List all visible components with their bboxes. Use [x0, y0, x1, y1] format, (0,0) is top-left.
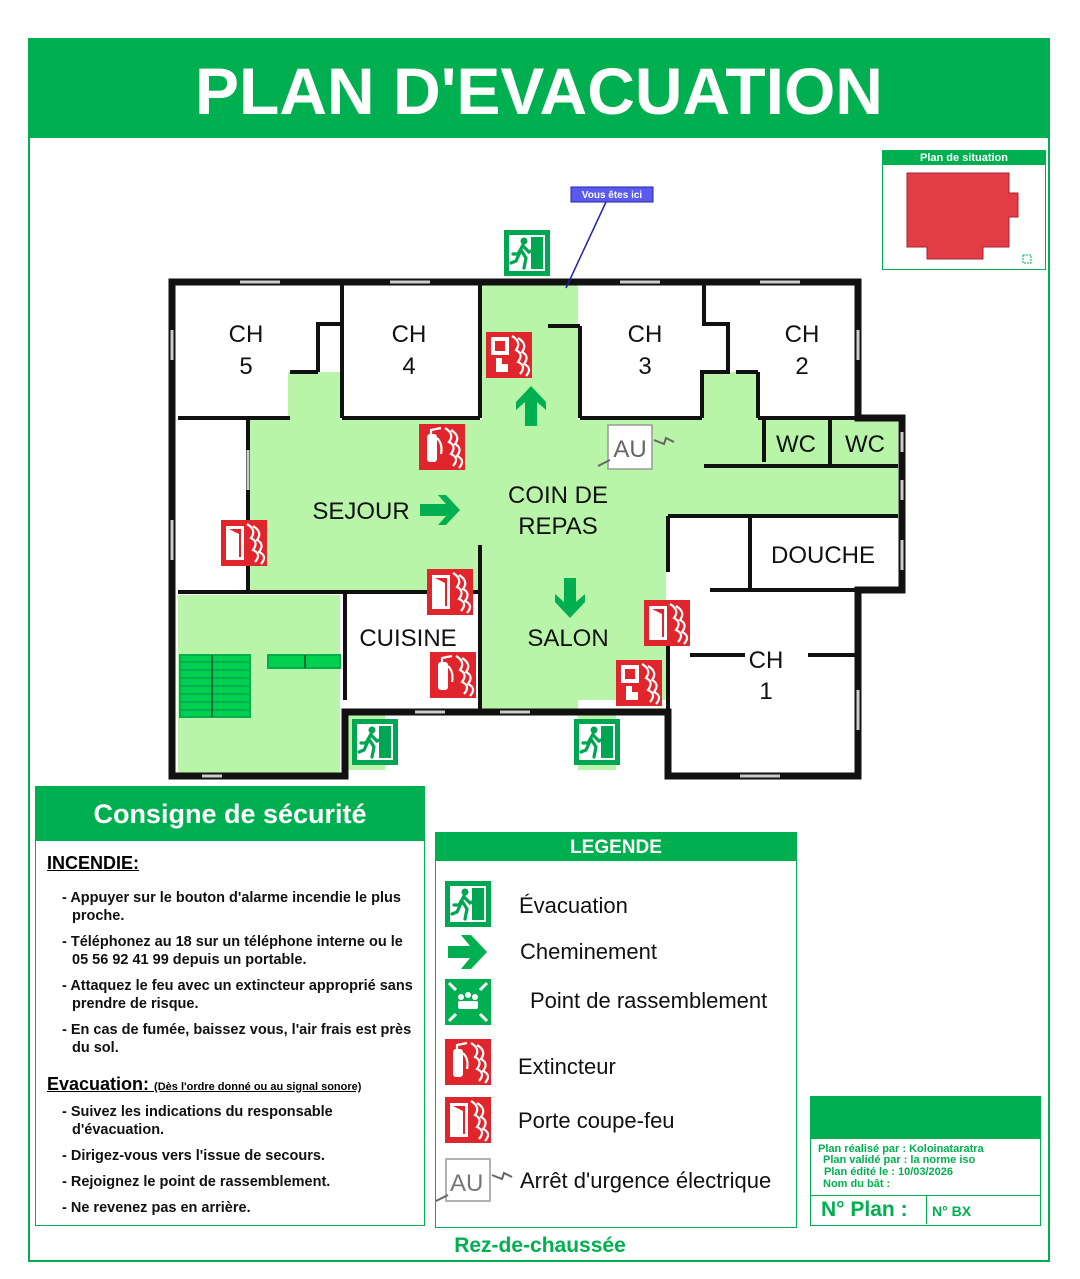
fire-alarm-icon — [616, 660, 662, 706]
legend-arrow-icon — [445, 929, 491, 975]
fire-door-icon — [644, 600, 690, 646]
room-ch3-label: CH — [627, 321, 663, 348]
situation-plan — [882, 150, 1046, 270]
evacuation-note: (Dès l'ordre donné ou au signal sonore) — [154, 1081, 362, 1093]
room-cuisine-label: CUISINE — [359, 625, 457, 652]
list-item: - Téléphonez au 18 sur un téléphone interne ou le 05 56 92 41 99 depuis un portable. — [62, 934, 403, 968]
extinguisher-icon — [419, 424, 465, 470]
room-salon-label: SALON — [527, 625, 609, 652]
list-item: - Rejoignez le point de rassemblement. — [62, 1174, 331, 1190]
info-nom: Nom du bât : — [823, 1178, 891, 1190]
room-ch2-label: CH — [784, 321, 820, 348]
room-ch5-number: 5 — [239, 353, 253, 380]
list-item: - Appuyer sur le bouton d'alarme incendie le plus proche. — [62, 890, 401, 924]
list-item: - En cas de fumée, baissez vous, l'air frais est près du sol. — [62, 1022, 412, 1056]
list-item: - Dirigez-vous vers l'issue de secours. — [62, 1148, 325, 1164]
legend-assembly-point-icon — [445, 979, 491, 1025]
safety-title: Consigne de sécurité — [36, 787, 424, 841]
legend-fire-door-icon — [445, 1097, 491, 1143]
legend-arret: Arrêt d'urgence électrique — [520, 1168, 772, 1193]
plan-number-row — [811, 1195, 1040, 1226]
room-ch4-number: 4 — [402, 353, 416, 380]
evacuation-list — [62, 1103, 417, 1225]
plan-number-value: N° BX — [926, 1196, 1038, 1224]
plan-info — [810, 1096, 1041, 1226]
legend-cheminement: Cheminement — [520, 939, 657, 964]
fire-alarm-icon — [486, 332, 532, 378]
plan-number-label: N° Plan : — [821, 1198, 908, 1221]
fire-door-icon — [221, 520, 267, 566]
list-item: - Ne revenez pas en arrière. — [62, 1200, 251, 1216]
legend — [435, 832, 797, 1228]
room-douche-label: DOUCHE — [770, 542, 876, 569]
extinguisher-icon — [430, 652, 476, 698]
legend-rassemblement: Point de rassemblement — [530, 988, 768, 1013]
legend-porte: Porte coupe-feu — [518, 1108, 675, 1133]
legend-extincteur: Extincteur — [518, 1054, 616, 1079]
emergency-stop-label: AU — [613, 436, 647, 463]
legend-evacuation: Évacuation — [519, 893, 628, 918]
exit-sign-icon — [352, 719, 398, 765]
exit-sign-icon — [574, 719, 620, 765]
room-coin-label-2: REPAS — [518, 513, 598, 540]
you-are-here-marker — [566, 187, 653, 288]
legend-exit-icon — [445, 881, 491, 927]
list-item: - Suivez les indications du responsable d'évacuation. — [62, 1104, 333, 1138]
safety-instructions — [35, 786, 425, 1226]
evacuation-title: Evacuation: — [47, 1074, 150, 1094]
room-wc2-label: WC — [845, 431, 885, 458]
info-valide: Plan validé par : la norme iso — [823, 1154, 976, 1166]
room-ch1-number: 1 — [759, 678, 773, 705]
room-wc1-label: WC — [776, 431, 816, 458]
situation-title: Plan de situation — [883, 151, 1045, 165]
incendie-title: INCENDIE: — [47, 853, 140, 873]
you-are-here-label: Vous êtes ici — [581, 190, 643, 201]
list-item: - Attaquez le feu avec un extincteur approprié sans prendre de risque. — [62, 978, 413, 1012]
floor-label: Rez-de-chaussée — [454, 1234, 626, 1257]
fire-door-icon — [427, 569, 473, 615]
legend-extinguisher-icon — [445, 1039, 491, 1085]
legend-au-label: AU — [450, 1170, 484, 1197]
info-header — [811, 1097, 1040, 1139]
room-ch5-label: CH — [228, 321, 264, 348]
incendie-list — [62, 889, 417, 1065]
room-ch4-label: CH — [391, 321, 427, 348]
evacuation-title-row — [47, 1074, 361, 1095]
building-footprint — [883, 165, 1043, 269]
room-ch3-number: 3 — [638, 353, 652, 380]
exit-sign-icon — [504, 230, 550, 276]
page-title: PLAN D'EVACUATION — [28, 38, 1050, 138]
room-coin-label-1: COIN DE — [507, 482, 609, 509]
legend-title: LEGENDE — [436, 833, 796, 861]
room-ch2-number: 2 — [795, 353, 809, 380]
room-sejour-label: SEJOUR — [312, 498, 410, 525]
room-ch1-label: CH — [748, 647, 784, 674]
info-realise: Plan réalisé par : Koloinataratra — [818, 1143, 984, 1155]
info-edite: Plan édité le : 10/03/2026 — [824, 1166, 954, 1178]
